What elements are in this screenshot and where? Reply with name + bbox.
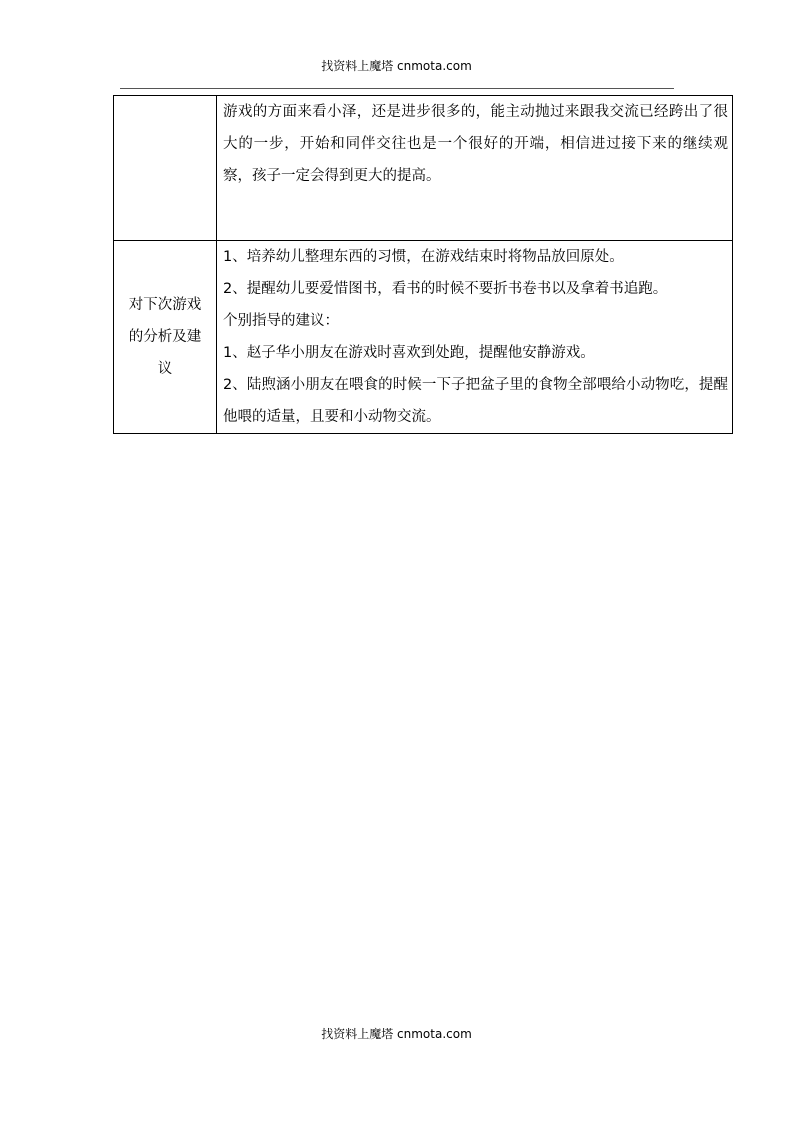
observation-summary-cell (217, 96, 733, 241)
row-label-cell (114, 96, 217, 241)
table-row (114, 241, 733, 434)
header-divider (120, 88, 674, 89)
table-row (114, 96, 733, 241)
suggestion-line: 1、赵子华小朋友在游戏时喜欢到处跑，提醒他安静游戏。 (223, 345, 595, 361)
suggestions-cell (217, 241, 733, 434)
suggestion-line: 2、提醒幼儿要爱惜图书，看书的时候不要折书卷书以及拿着书追跑。 (223, 281, 668, 297)
page-footer: 找资料上魔塔 cnmota.com (321, 1027, 472, 1041)
individual-guidance-heading: 个别指导的建议： (223, 313, 339, 329)
suggestion-line: 1、培养幼儿整理东西的习惯，在游戏结束时将物品放回原处。 (223, 249, 624, 265)
observation-summary-text: 游戏的方面来看小泽，还是进步很多的，能主动抛过来跟我交流已经跨出了很大的一步，开始和同伴交往也是一个很好的开端，相信进过接下来的继续观察，孩子一定会得到更大的提高。 (223, 104, 728, 184)
next-game-analysis-label: 对下次游戏的分析及建议 (114, 241, 217, 434)
suggestion-line: 2、陆煦涵小朋友在喂食的时候一下子把盆子里的食物全部喂给小动物吃，提醒他喂的适量，且要和小动物交流。 (223, 377, 728, 425)
observation-record-table (113, 95, 733, 434)
page-header: 找资料上魔塔 cnmota.com (321, 59, 472, 73)
